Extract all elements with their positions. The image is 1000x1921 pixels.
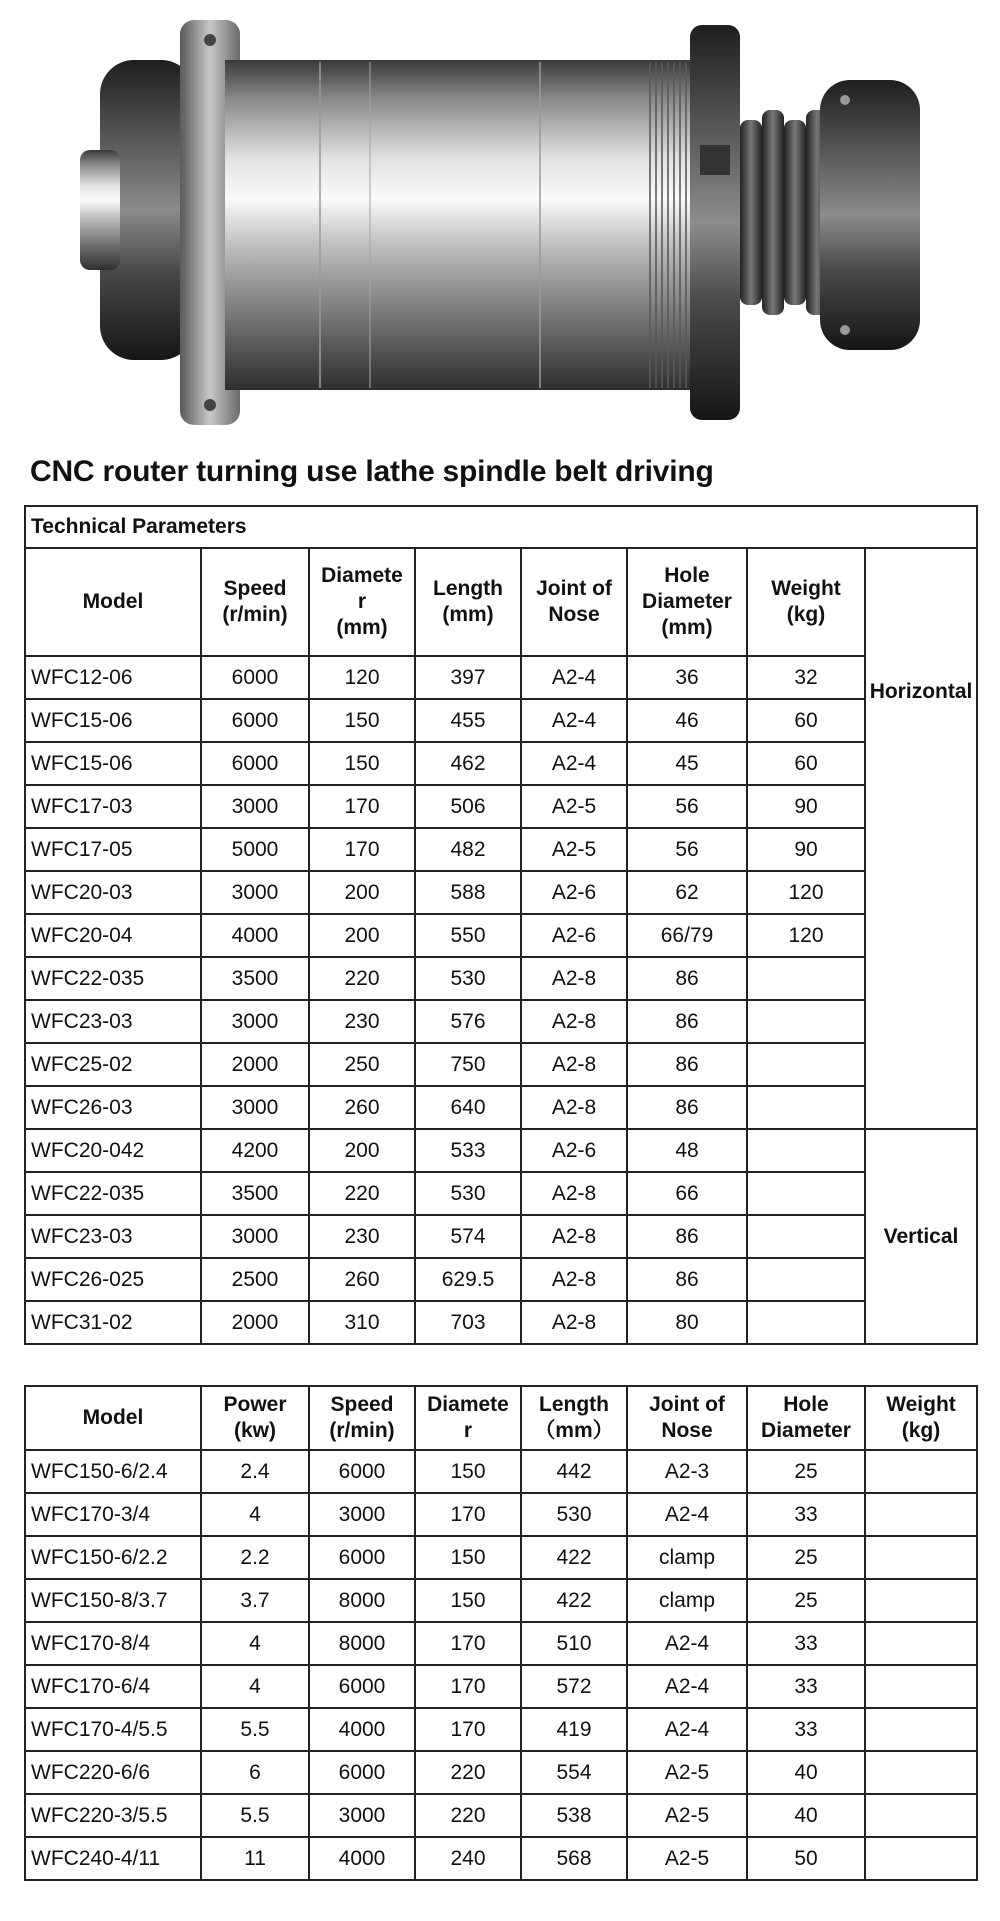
spindle-illustration [0,0,1000,445]
cell-hole: 36 [627,656,747,699]
cell-length: 640 [415,1086,521,1129]
table-row [25,1258,977,1301]
cell-joint: clamp [627,1579,747,1622]
cell-speed: 8000 [309,1622,415,1665]
cell-speed: 6000 [309,1536,415,1579]
cell-speed: 3000 [201,785,309,828]
cell-hole: 66 [627,1172,747,1215]
cell-weight [747,1258,865,1301]
cell-length: 533 [415,1129,521,1172]
header-hole: Hole Diameter [747,1386,865,1450]
table-row [25,1579,977,1622]
cell-length: 530 [415,1172,521,1215]
cell-joint: clamp [627,1536,747,1579]
cell-power: 5.5 [201,1794,309,1837]
cell-weight [865,1794,977,1837]
header-weight: Weight (kg) [747,548,865,656]
cell-weight [865,1493,977,1536]
cell-length: 422 [521,1579,627,1622]
technical-parameters-table [24,505,978,1345]
cell-model: WFC25-02 [25,1043,201,1086]
cell-speed: 4000 [309,1837,415,1880]
header-length: Length （mm） [521,1386,627,1450]
cell-joint: A2-4 [627,1622,747,1665]
cell-joint: A2-8 [521,1000,627,1043]
cell-speed: 5000 [201,828,309,871]
cell-speed: 4000 [309,1708,415,1751]
cell-speed: 3000 [201,871,309,914]
cell-model: WFC170-8/4 [25,1622,201,1665]
cell-diameter: 220 [309,1172,415,1215]
cell-diameter: 260 [309,1258,415,1301]
cell-hole: 40 [747,1751,865,1794]
cell-power: 2.4 [201,1450,309,1493]
cell-weight [747,957,865,1000]
cell-speed: 8000 [309,1579,415,1622]
cell-model: WFC170-3/4 [25,1493,201,1536]
table-row [25,1708,977,1751]
table-row [25,742,977,785]
cell-model: WFC20-04 [25,914,201,957]
cell-length: 510 [521,1622,627,1665]
cell-length: 455 [415,699,521,742]
spindle-body [225,60,695,390]
cell-diameter: 260 [309,1086,415,1129]
table-row [25,1215,977,1258]
cell-hole: 25 [747,1579,865,1622]
cell-length: 397 [415,656,521,699]
page-title: CNC router turning use lathe spindle belt driving [30,455,714,488]
table-row [25,1129,977,1172]
cell-model: WFC15-06 [25,699,201,742]
cell-joint: A2-3 [627,1450,747,1493]
table-row [25,957,977,1000]
cell-model: WFC17-03 [25,785,201,828]
cell-model: WFC20-03 [25,871,201,914]
cell-weight [865,1536,977,1579]
cell-diameter: 120 [309,656,415,699]
pulley-grooves [740,110,828,315]
cell-joint: A2-4 [627,1708,747,1751]
cell-diameter: 170 [309,828,415,871]
table-row [25,1493,977,1536]
table-row [25,1172,977,1215]
cell-model: WFC150-8/3.7 [25,1579,201,1622]
cell-weight: 32 [747,656,865,699]
cell-speed: 3500 [201,1172,309,1215]
cell-joint: A2-8 [521,1172,627,1215]
cell-speed: 3000 [309,1493,415,1536]
cell-model: WFC240-4/11 [25,1837,201,1880]
cell-model: WFC26-03 [25,1086,201,1129]
header-diameter: Diamete r [415,1386,521,1450]
table-row [25,1751,977,1794]
cell-speed: 6000 [309,1450,415,1493]
cell-length: 419 [521,1708,627,1751]
cell-length: 530 [415,957,521,1000]
cell-length: 554 [521,1751,627,1794]
cell-power: 4 [201,1665,309,1708]
cell-speed: 3000 [309,1794,415,1837]
table-row [25,1000,977,1043]
cell-diameter: 220 [415,1794,521,1837]
cell-weight [747,1000,865,1043]
cell-weight: 120 [747,914,865,957]
cell-speed: 2000 [201,1301,309,1344]
cell-diameter: 200 [309,871,415,914]
cell-joint: A2-8 [521,1258,627,1301]
cell-length: 572 [521,1665,627,1708]
cell-hole: 50 [747,1837,865,1880]
cell-weight [747,1129,865,1172]
cell-model: WFC17-05 [25,828,201,871]
cell-hole: 33 [747,1665,865,1708]
cell-model: WFC23-03 [25,1000,201,1043]
right-flange [690,25,740,420]
cell-hole: 80 [627,1301,747,1344]
spindle-nose [80,150,120,270]
cell-weight [747,1086,865,1129]
cell-model: WFC12-06 [25,656,201,699]
cell-length: 422 [521,1536,627,1579]
cell-hole: 66/79 [627,914,747,957]
cell-length: 750 [415,1043,521,1086]
cell-speed: 3000 [201,1000,309,1043]
cell-diameter: 150 [309,742,415,785]
cell-hole: 86 [627,957,747,1000]
cell-joint: A2-8 [521,957,627,1000]
header-length: Length (mm) [415,548,521,656]
cell-diameter: 240 [415,1837,521,1880]
table-row [25,1837,977,1880]
cell-hole: 86 [627,1000,747,1043]
cell-power: 5.5 [201,1708,309,1751]
header-row [25,1386,977,1450]
cell-weight: 60 [747,742,865,785]
header-model: Model [25,548,201,656]
table-row [25,1794,977,1837]
right-end-cap [820,80,920,350]
cell-model: WFC150-6/2.4 [25,1450,201,1493]
table-row [25,1536,977,1579]
header-diameter: Diamete r (mm) [309,548,415,656]
cell-speed: 4200 [201,1129,309,1172]
spindle-photo [0,0,1000,445]
cell-joint: A2-8 [521,1215,627,1258]
table-row [25,1450,977,1493]
cell-diameter: 230 [309,1215,415,1258]
cell-speed: 6000 [201,656,309,699]
cell-joint: A2-4 [521,742,627,785]
cell-diameter: 150 [309,699,415,742]
cell-hole: 62 [627,871,747,914]
cell-power: 4 [201,1493,309,1536]
cell-length: 442 [521,1450,627,1493]
cell-length: 530 [521,1493,627,1536]
cell-power: 6 [201,1751,309,1794]
cell-hole: 56 [627,785,747,828]
cell-speed: 2000 [201,1043,309,1086]
cell-joint: A2-6 [521,914,627,957]
cell-model: WFC170-6/4 [25,1665,201,1708]
cell-joint: A2-5 [627,1837,747,1880]
cell-diameter: 170 [415,1622,521,1665]
cell-joint: A2-5 [521,828,627,871]
cell-length: 506 [415,785,521,828]
cell-length: 550 [415,914,521,957]
cell-hole: 46 [627,699,747,742]
header-hole: Hole Diameter (mm) [627,548,747,656]
cell-weight [865,1579,977,1622]
cell-length: 588 [415,871,521,914]
cell-speed: 6000 [201,699,309,742]
cell-joint: A2-5 [627,1794,747,1837]
cell-weight: 120 [747,871,865,914]
table-row [25,1086,977,1129]
header-speed: Speed (r/min) [201,548,309,656]
cell-model: WFC20-042 [25,1129,201,1172]
cell-weight [865,1708,977,1751]
cell-hole: 86 [627,1043,747,1086]
cell-hole: 25 [747,1450,865,1493]
cell-diameter: 170 [309,785,415,828]
header-joint: Joint of Nose [521,548,627,656]
cell-hole: 86 [627,1086,747,1129]
orientation-horizontal: Horizontal [865,548,977,1129]
cell-length: 574 [415,1215,521,1258]
table-caption: Technical Parameters [25,506,977,548]
cell-diameter: 170 [415,1493,521,1536]
table-row [25,914,977,957]
cell-power: 4 [201,1622,309,1665]
cell-hole: 40 [747,1794,865,1837]
header-speed: Speed (r/min) [309,1386,415,1450]
cell-speed: 3000 [201,1086,309,1129]
cell-speed: 3500 [201,957,309,1000]
cell-joint: A2-4 [521,656,627,699]
cell-speed: 6000 [309,1751,415,1794]
header-model: Model [25,1386,201,1450]
cell-hole: 33 [747,1622,865,1665]
table-row [25,656,977,699]
cell-joint: A2-4 [521,699,627,742]
cell-weight: 90 [747,828,865,871]
cell-length: 538 [521,1794,627,1837]
cell-model: WFC170-4/5.5 [25,1708,201,1751]
cell-joint: A2-5 [627,1751,747,1794]
cell-speed: 6000 [201,742,309,785]
cell-joint: A2-8 [521,1086,627,1129]
table-row [25,828,977,871]
cell-diameter: 220 [309,957,415,1000]
cell-weight [865,1751,977,1794]
cell-hole: 86 [627,1215,747,1258]
cell-weight [747,1172,865,1215]
cell-diameter: 220 [415,1751,521,1794]
cell-joint: A2-4 [627,1665,747,1708]
table-row [25,1043,977,1086]
cell-joint: A2-4 [627,1493,747,1536]
header-weight: Weight (kg) [865,1386,977,1450]
cell-speed: 2500 [201,1258,309,1301]
table-row [25,871,977,914]
cell-hole: 45 [627,742,747,785]
cell-diameter: 150 [415,1536,521,1579]
cell-speed: 4000 [201,914,309,957]
header-row [25,548,977,656]
table-row [25,1622,977,1665]
cell-joint: A2-8 [521,1301,627,1344]
cell-diameter: 200 [309,1129,415,1172]
cell-power: 3.7 [201,1579,309,1622]
cell-power: 2.2 [201,1536,309,1579]
motor-spindle-table [24,1385,978,1881]
cell-weight [747,1301,865,1344]
table-row [25,699,977,742]
cell-model: WFC23-03 [25,1215,201,1258]
table-row [25,785,977,828]
cell-diameter: 310 [309,1301,415,1344]
header-joint: Joint of Nose [627,1386,747,1450]
table-row [25,1665,977,1708]
cell-hole: 56 [627,828,747,871]
cell-speed: 3000 [201,1215,309,1258]
cell-length: 482 [415,828,521,871]
cell-weight [865,1450,977,1493]
cell-weight [865,1622,977,1665]
cell-diameter: 200 [309,914,415,957]
cell-weight: 90 [747,785,865,828]
cell-model: WFC220-6/6 [25,1751,201,1794]
cell-model: WFC26-025 [25,1258,201,1301]
cell-diameter: 250 [309,1043,415,1086]
table-row [25,1301,977,1344]
cell-model: WFC150-6/2.2 [25,1536,201,1579]
cell-diameter: 150 [415,1450,521,1493]
cell-model: WFC22-035 [25,1172,201,1215]
cell-diameter: 170 [415,1665,521,1708]
cell-length: 576 [415,1000,521,1043]
cell-weight [747,1215,865,1258]
cell-diameter: 150 [415,1579,521,1622]
cell-model: WFC220-3/5.5 [25,1794,201,1837]
cell-hole: 25 [747,1536,865,1579]
cell-diameter: 230 [309,1000,415,1043]
cell-weight [865,1837,977,1880]
header-power: Power (kw) [201,1386,309,1450]
cell-weight [865,1665,977,1708]
cell-model: WFC22-035 [25,957,201,1000]
body-threads [650,62,686,388]
cell-hole: 33 [747,1493,865,1536]
cell-speed: 6000 [309,1665,415,1708]
cell-weight [747,1043,865,1086]
cell-model: WFC31-02 [25,1301,201,1344]
cell-length: 629.5 [415,1258,521,1301]
cell-joint: A2-6 [521,1129,627,1172]
cell-joint: A2-5 [521,785,627,828]
cell-hole: 48 [627,1129,747,1172]
orientation-vertical: Vertical [865,1129,977,1344]
cell-diameter: 170 [415,1708,521,1751]
cell-power: 11 [201,1837,309,1880]
cell-hole: 86 [627,1258,747,1301]
cell-length: 568 [521,1837,627,1880]
cell-joint: A2-6 [521,871,627,914]
cell-joint: A2-8 [521,1043,627,1086]
cell-length: 703 [415,1301,521,1344]
cell-hole: 33 [747,1708,865,1751]
cell-weight: 60 [747,699,865,742]
cell-model: WFC15-06 [25,742,201,785]
cell-length: 462 [415,742,521,785]
